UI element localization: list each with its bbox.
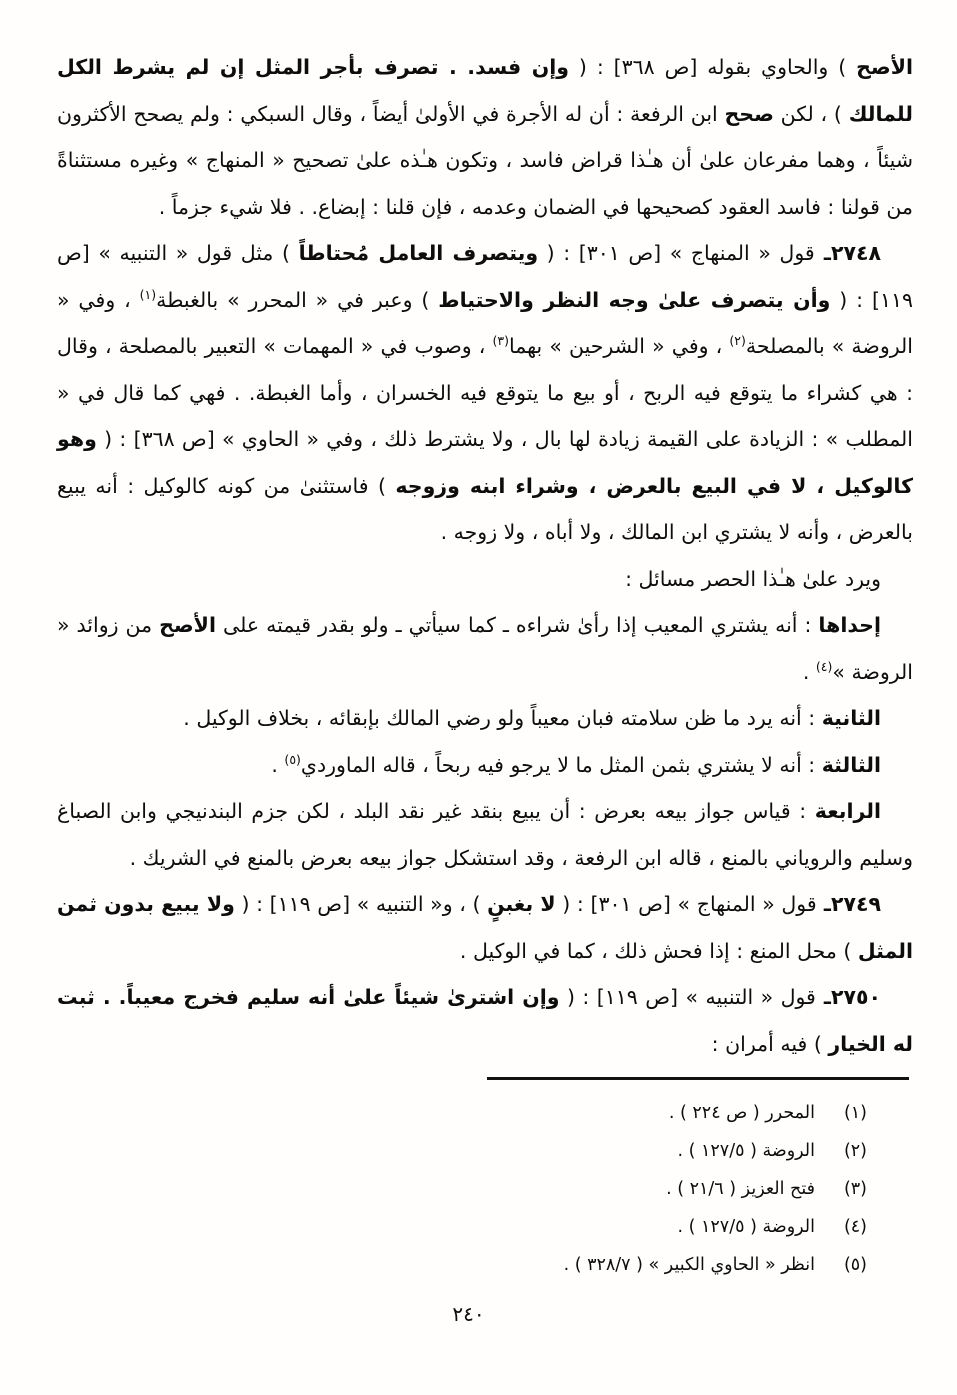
footnote-marker: (٢) bbox=[843, 1141, 867, 1161]
footnote-item bbox=[50, 1208, 867, 1246]
para-first-issue bbox=[57, 602, 913, 695]
body-text: ) ، و« التنبيه » [ص ١١٩] : ( bbox=[234, 892, 488, 916]
bold-text: ٢٧٤٨ـ bbox=[814, 241, 881, 265]
body-text: ابن الرفعة : أن له الأجرة في الأولىٰ أيضاً ، وقال السبكي : ولم يصحح الأكثرون شيئاً ، وهما مفرعان علىٰ أن هـٰذا قراض فاسد ، وتكون هـٰذه علىٰ تصحيح « المنهاج » وغيره مستثناةً من قولنا : فاسد العقود كصحيحها في الضمان وعدمه ، فإن قلنا : إبضاع. . فلا شيء جزماً . bbox=[57, 101, 913, 219]
body-text: ، وصوب في « المهمات » التعبير بالمصلحة ، وقال : هي كشراء ما يتوقع فيه الربح ، أو بيع ما يتوقع فيه الخسران ، وأما الغبطة. . فهي كما قال في « المطلب » : الزيادة على القيمة زيادة لها بال ، ولا يشترط ذلك ، وفي « الحاوي » [ص ٣٦٨] : ( bbox=[57, 334, 913, 451]
footnote-ref: (١) bbox=[139, 286, 157, 302]
body-text: ) والحاوي بقوله [ص ٣٦٨] : ( bbox=[569, 55, 857, 79]
body-text: قول « المنهاج » [ص ٣٠١] : ( bbox=[538, 241, 815, 265]
footnote-marker: (٥) bbox=[843, 1255, 867, 1275]
para-third-issue bbox=[57, 742, 913, 789]
bold-text: الثالثة bbox=[821, 752, 881, 777]
footnote-separator bbox=[487, 1077, 909, 1080]
bold-text: وإن اشترىٰ شيئاً علىٰ أنه سليم فخرج معيباً. . ثبت له الخيار bbox=[57, 985, 913, 1056]
bold-text: لا بغبنٍ bbox=[487, 892, 556, 916]
footnote-marker: (١) bbox=[843, 1103, 867, 1123]
footnote-ref: (٣) bbox=[492, 333, 509, 349]
body-text: قول « التنبيه » [ص ١١٩] : ( bbox=[559, 985, 816, 1009]
bold-text: ٢٧٥٠ـ bbox=[815, 985, 881, 1009]
bold-text: وإن فسد. . تصرف بأجر المثل إن لم يشرط الكل للمالك bbox=[57, 55, 913, 126]
body-text: ) وعبر في « المحرر » بالغبطة bbox=[156, 287, 439, 312]
body-text: . bbox=[271, 752, 285, 777]
para-2750 bbox=[57, 974, 913, 1067]
page-number: ٢٤٠ bbox=[452, 1302, 485, 1326]
bold-text: الرابعة bbox=[814, 799, 881, 823]
footnote-text: الروضة ( ١٢٧/٥ ) . bbox=[677, 1141, 815, 1161]
text-block bbox=[57, 44, 913, 1067]
para-2748 bbox=[57, 230, 913, 556]
body-text: ) محل المنع : إذا فحش ذلك ، كما في الوكيل . bbox=[459, 938, 858, 963]
footnote-item bbox=[50, 1246, 867, 1284]
body-text: من زوائد « الروضة » bbox=[57, 613, 913, 684]
bold-text: وأن يتصرف علىٰ وجه النظر والاحتياط bbox=[438, 287, 831, 312]
footnote-item bbox=[50, 1132, 867, 1170]
para-fourth-issue bbox=[57, 788, 913, 881]
body-text: قول « المنهاج » [ص ٣٠١] : ( bbox=[555, 892, 817, 916]
body-text: ، وفي « الروضة » بالمصلحة bbox=[57, 287, 913, 358]
footnote-text: الروضة ( ١٢٧/٥ ) . bbox=[677, 1217, 815, 1237]
para-second-issue bbox=[57, 695, 913, 742]
body-text: : قياس جواز بيعه بعرض : أن يبيع بنقد غير نقد البلد ، لكن جزم البندنيجي وابن الصباغ وسليم والروياني بالمنع ، قاله ابن الرفعة ، وقد استشكل جواز بيعه بعرض بالمنع في الشريك . bbox=[57, 799, 913, 870]
para-masail-intro bbox=[57, 556, 913, 603]
bold-text: ولا يبيع بدون ثمن المثل bbox=[57, 892, 913, 963]
body-text: ) ، لكن bbox=[773, 101, 849, 126]
bold-text: صحح bbox=[724, 101, 774, 126]
footnote-marker: (٣) bbox=[843, 1179, 867, 1199]
para-continuation bbox=[57, 44, 913, 230]
bold-text: إحداها bbox=[818, 613, 881, 637]
body-text: ) فاستثنىٰ من كونه كالوكيل : أنه يبيع بالعرض ، وأنه لا يشتري ابن المالك ، ولا أباه ، ولا زوجه . bbox=[57, 473, 913, 544]
footnote-ref: (٢) bbox=[729, 333, 746, 349]
footnote-ref: (٥) bbox=[284, 751, 301, 767]
footnote-text: فتح العزيز ( ٢١/٦ ) . bbox=[666, 1179, 815, 1199]
body-text: : أنه يشتري المعيب إذا رأىٰ شراءه ـ كما سيأتي ـ ولو بقدر قيمته على bbox=[215, 613, 819, 637]
body-text: : أنه يرد ما ظن سلامته فبان معيباً ولو رضي المالك بإبقائه ، بخلاف الوكيل . bbox=[183, 706, 822, 730]
body-text: ) فيه أمران : bbox=[711, 1031, 829, 1056]
para-2749 bbox=[57, 881, 913, 974]
footnote-item bbox=[50, 1094, 867, 1132]
body-text: ويرد علىٰ هـٰذا الحصر مسائل : bbox=[625, 566, 881, 591]
body-text: ، وفي « الشرحين » بهما bbox=[508, 334, 730, 358]
footnote-ref: (٤) bbox=[815, 658, 833, 674]
bold-text: ٢٧٤٩ـ bbox=[816, 892, 881, 916]
footnotes bbox=[50, 1094, 867, 1284]
body-text: : أنه لا يشتري بثمن المثل ما لا يرجو فيه ربحاً ، قاله الماوردي bbox=[300, 752, 822, 777]
bold-text: وهو كالوكيل ، لا في البيع بالعرض ، وشراء ابنه وزوجه bbox=[57, 427, 913, 498]
footnote-text: المحرر ( ص ٢٢٤ ) . bbox=[668, 1103, 815, 1123]
bold-text: ويتصرف العامل مُحتاطاً bbox=[298, 241, 539, 265]
body-text: . bbox=[802, 659, 816, 684]
footnote-item bbox=[50, 1170, 867, 1208]
bold-text: الأصح bbox=[856, 55, 914, 79]
footnote-text: انظر « الحاوي الكبير » ( ٣٢٨/٧ ) . bbox=[563, 1255, 815, 1275]
bold-text: الثانية bbox=[821, 706, 881, 730]
footnote-marker: (٤) bbox=[843, 1217, 867, 1237]
bold-text: الأصح bbox=[159, 613, 216, 637]
body-text: ) مثل قول « التنبيه » [ص ١١٩] : ( bbox=[57, 241, 914, 312]
